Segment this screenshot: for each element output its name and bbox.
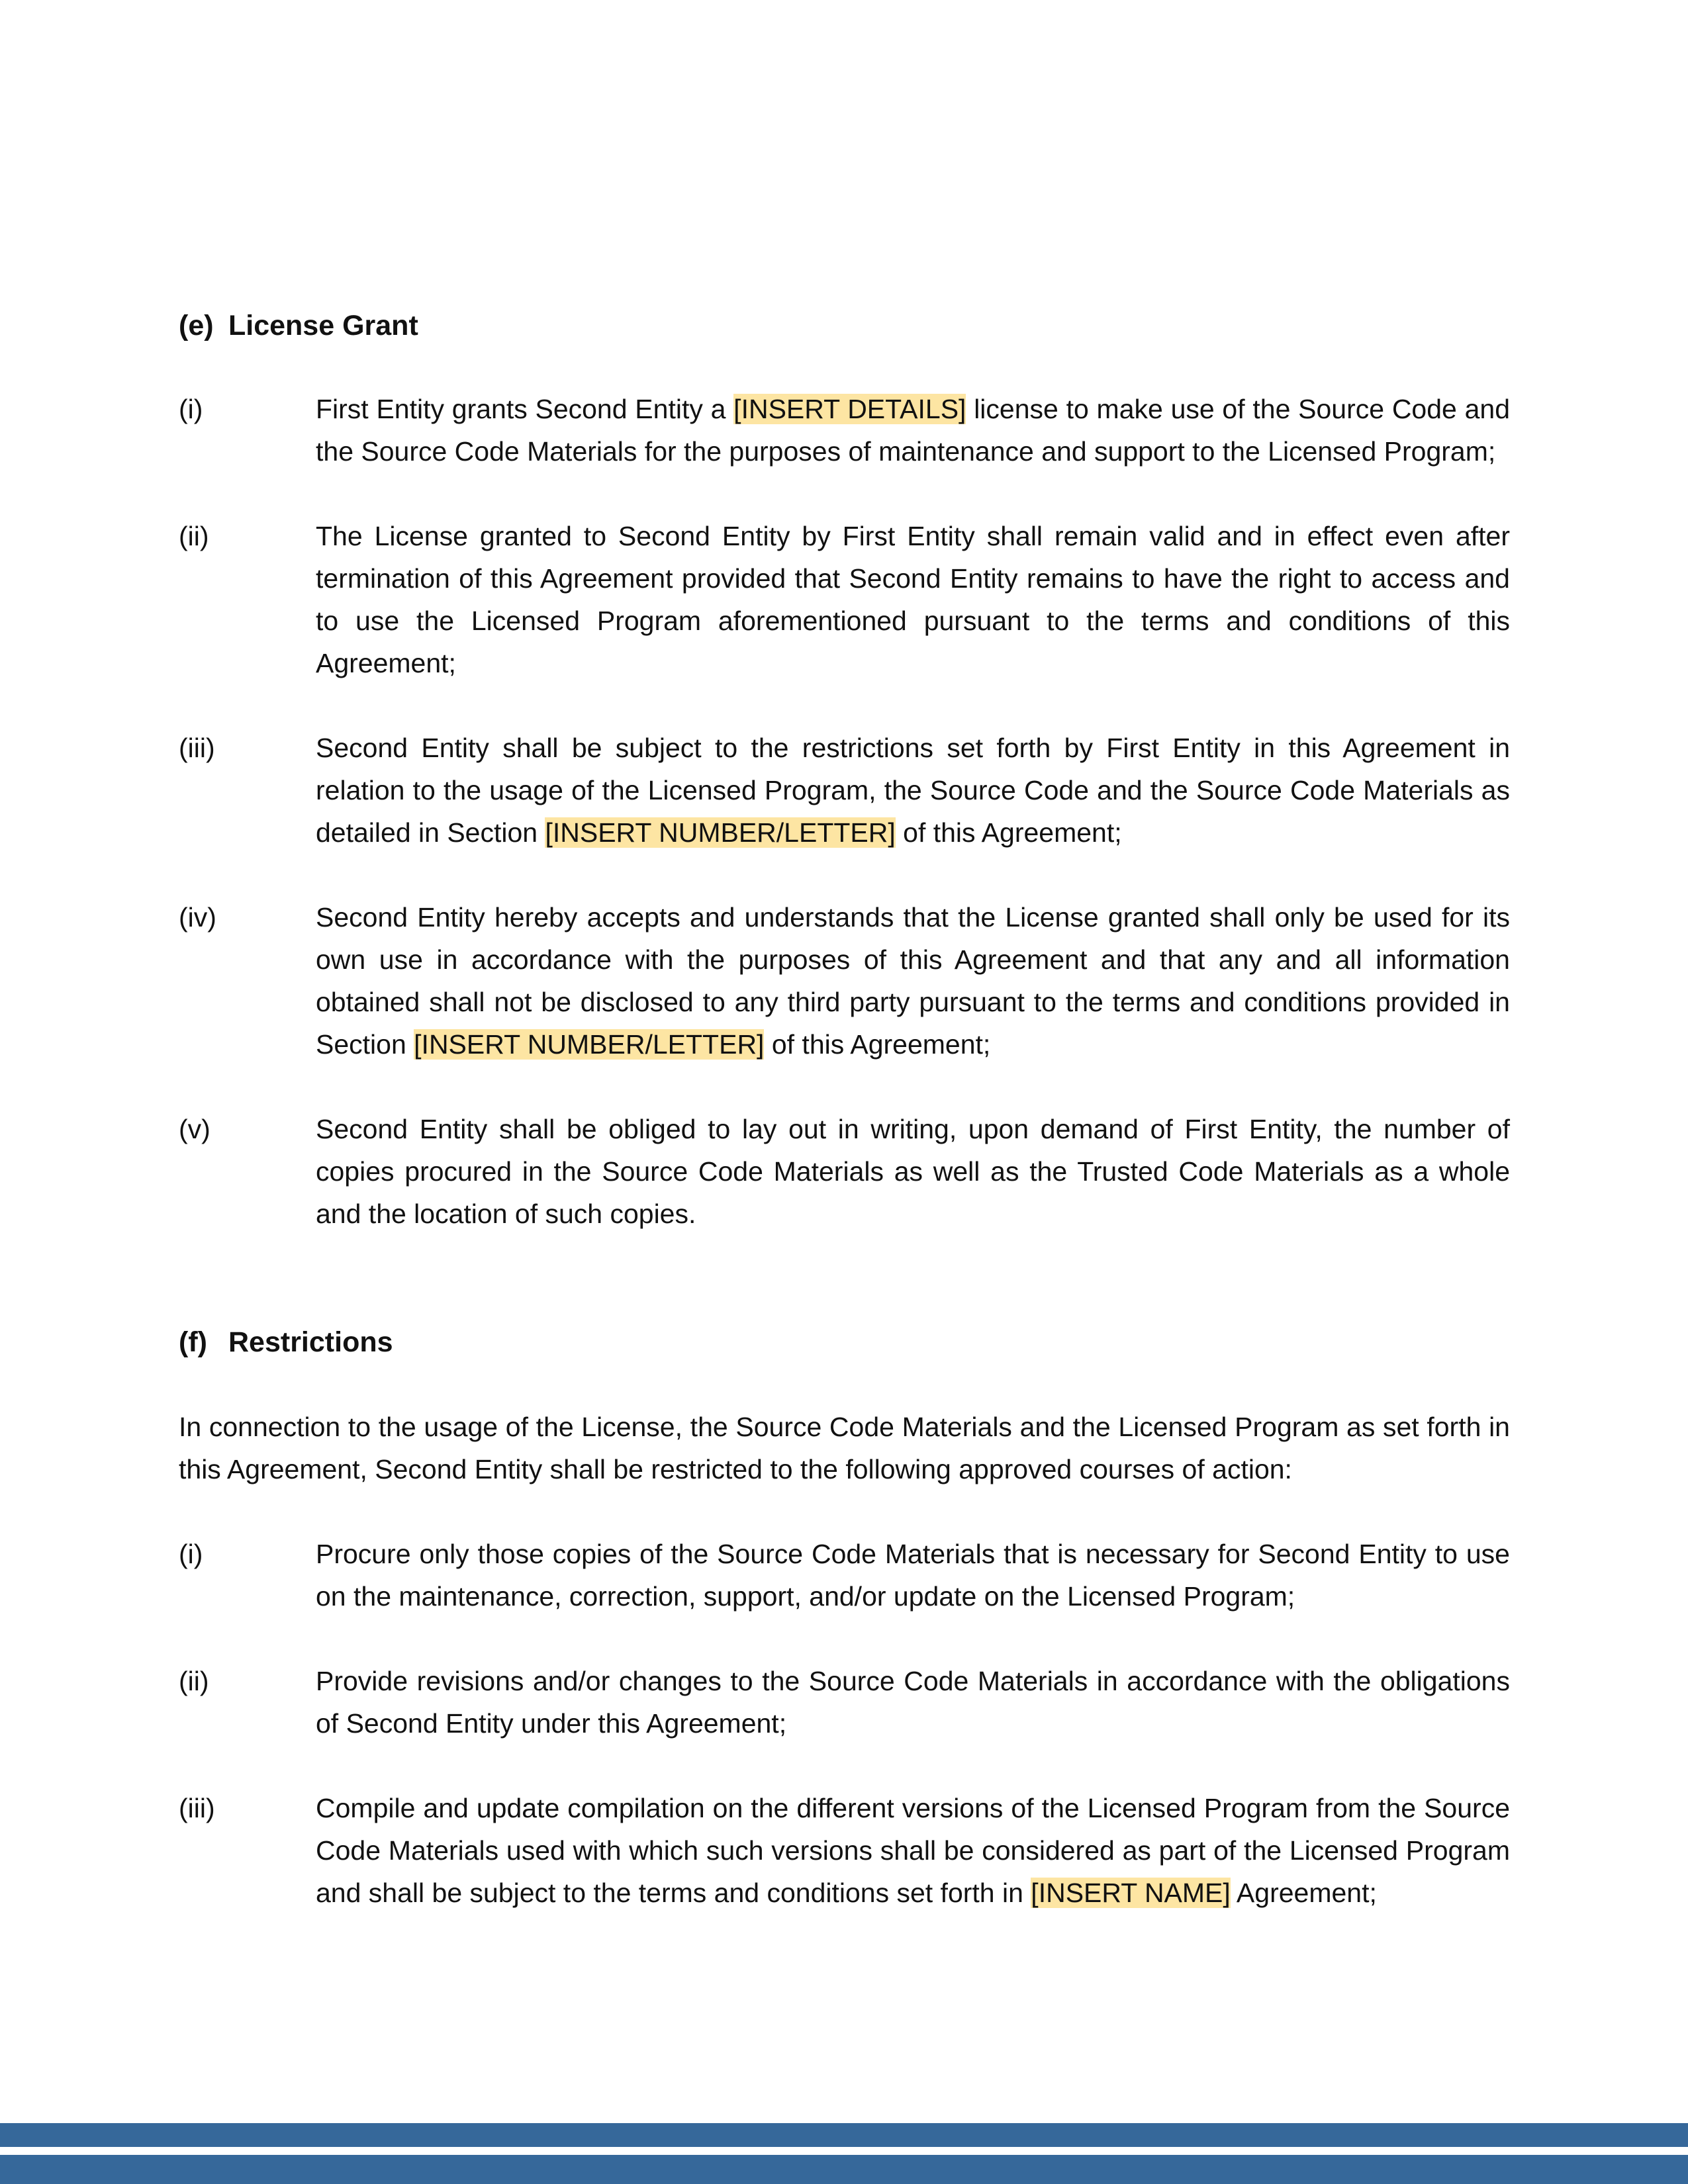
- item-number: (iv): [179, 902, 216, 933]
- text-segment: Compile and update compilation on the different versions of the Licensed Program from the Source Code Materials used with which such versions shall be considered as part of the Licensed Program and shall be subject to the terms and conditions set forth in: [316, 1793, 1510, 1908]
- item-text: [316, 896, 1510, 1066]
- section-number: (f): [179, 1326, 207, 1358]
- footer-bar-bottom: [0, 2155, 1688, 2184]
- text-segment: First Entity grants Second Entity a: [316, 394, 734, 424]
- list-item: [179, 1533, 1510, 1617]
- placeholder-highlight: [INSERT NAME]: [1031, 1878, 1231, 1908]
- document-body: [179, 304, 1510, 1914]
- section-title: Restrictions: [228, 1326, 393, 1358]
- text-segment: Second Entity shall be subject to the restrictions set forth by First Entity in this Agreement in relation to the usage of the Licensed Program, the Source Code and the Source Code Materials as detailed in Section: [316, 733, 1510, 848]
- list-item: [179, 1787, 1510, 1914]
- item-number: (ii): [179, 1666, 209, 1696]
- text-segment: license to make use of the Source Code and the Source Code Materials for the purposes of maintenance and support to the Licensed Program;: [316, 394, 1511, 467]
- section-heading-restrictions: [179, 1321, 1510, 1363]
- list-item: [179, 727, 1510, 854]
- list-item: [179, 1108, 1510, 1235]
- item-number: (v): [179, 1114, 211, 1144]
- section-title: License Grant: [228, 310, 418, 341]
- item-number: (i): [179, 394, 203, 424]
- item-number: (i): [179, 1539, 203, 1569]
- text-segment: of this Agreement;: [764, 1029, 991, 1060]
- text-segment: Provide revisions and/or changes to the Source Code Materials in accordance with the obligations of Second Entity under this Agreement;: [316, 1666, 1510, 1739]
- item-text: [316, 388, 1510, 473]
- placeholder-highlight: [INSERT NUMBER/LETTER]: [545, 817, 896, 848]
- list-item: [179, 896, 1510, 1066]
- item-text: [316, 1660, 1510, 1745]
- item-text: [316, 1787, 1510, 1914]
- item-number: (iii): [179, 733, 215, 763]
- item-text: [316, 727, 1510, 854]
- text-segment: of this Agreement;: [895, 817, 1122, 848]
- item-number: (ii): [179, 521, 209, 551]
- text-segment: Second Entity shall be obliged to lay out in writing, upon demand of First Entity, the number of copies procured in the Source Code Materials as well as the Trusted Code Materials as a whole and the location of such copies.: [316, 1114, 1510, 1229]
- list-item: [179, 1660, 1510, 1745]
- section-heading-license-grant: [179, 304, 1510, 347]
- list-item: [179, 515, 1510, 684]
- text-segment: Second Entity hereby accepts and understands that the License granted shall only be used for its own use in accordance with the purposes of this Agreement and that any and all information obtained shall not be disclosed to any third party pursuant to the terms and conditions provided in Section: [316, 902, 1510, 1060]
- license-grant-list: [179, 388, 1510, 1235]
- text-segment: The License granted to Second Entity by First Entity shall remain valid and in effect even after termination of this Agreement provided that Second Entity remains to have the right to access and to use the Licensed Program aforementioned pursuant to the terms and conditions of this Agreement;: [316, 521, 1510, 678]
- item-number: (iii): [179, 1793, 215, 1823]
- text-segment: Agreement;: [1230, 1878, 1377, 1908]
- placeholder-highlight: [INSERT NUMBER/LETTER]: [414, 1029, 765, 1060]
- restrictions-list: [179, 1533, 1510, 1914]
- text-segment: Procure only those copies of the Source Code Materials that is necessary for Second Entity to use on the maintenance, correction, support, and/or update on the Licensed Program;: [316, 1539, 1510, 1612]
- restrictions-intro: In connection to the usage of the License, the Source Code Materials and the Licensed Program as set forth in this Agreement, Second Entity shall be restricted to the following approved courses of action:: [179, 1412, 1510, 1484]
- placeholder-highlight: [INSERT DETAILS]: [733, 394, 966, 424]
- section-number: (e): [179, 310, 214, 341]
- item-text: [316, 1108, 1510, 1235]
- item-text: [316, 515, 1510, 684]
- item-text: [316, 1533, 1510, 1617]
- footer-bar-top: [0, 2123, 1688, 2147]
- list-item: [179, 388, 1510, 473]
